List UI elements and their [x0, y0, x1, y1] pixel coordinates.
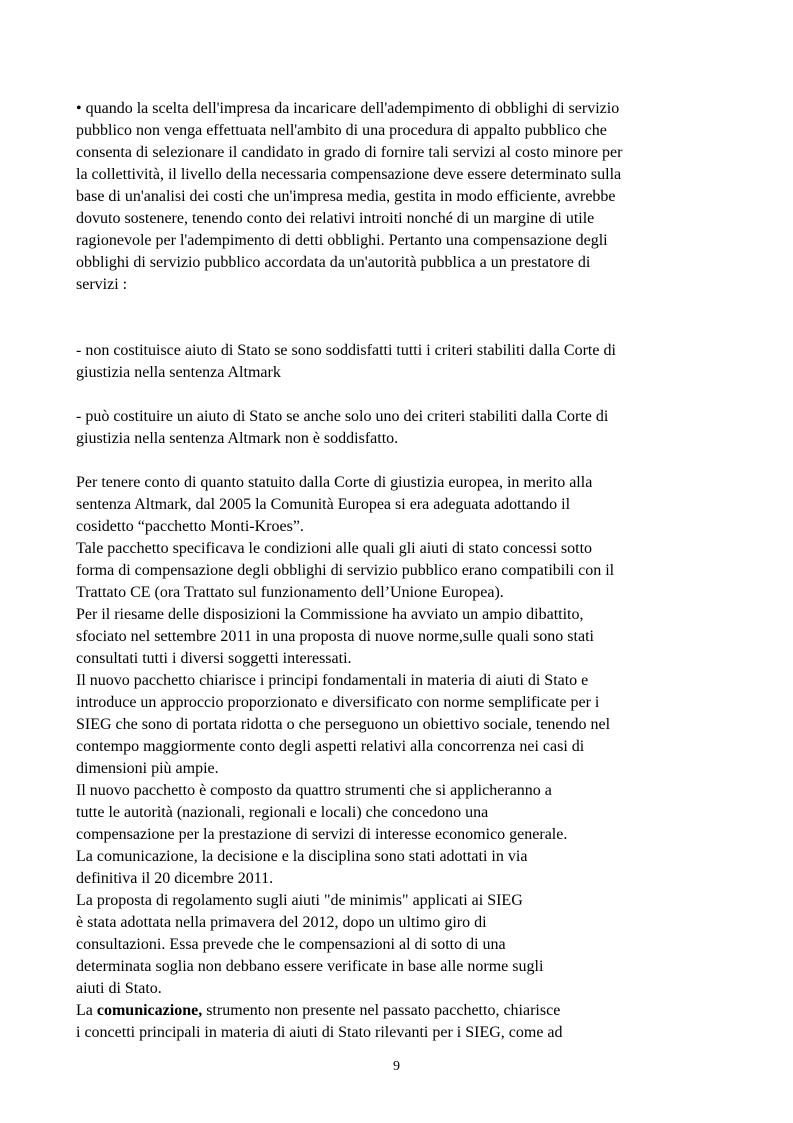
text-line: la collettività, il livello della necessaria compensazione deve essere determinato sulla	[76, 166, 622, 183]
text-line: sfociato nel settembre 2011 in una proposta di nuove norme,sulle quali sono stati	[76, 628, 594, 645]
text-line: SIEG che sono di portata ridotta o che perseguono un obiettivo sociale, tenendo nel	[76, 716, 611, 733]
text-line: i concetti principali in materia di aiuti di Stato rilevanti per i SIEG, come ad	[76, 1024, 563, 1041]
text-line: introduce un approccio proporzionato e diversificato con norme semplificate per i	[76, 694, 600, 711]
text-line: Il nuovo pacchetto chiarisce i principi fondamentali in materia di aiuti di Stato e	[76, 672, 589, 689]
text-line: base di un'analisi dei costi che un'impresa media, gestita in modo efficiente, avrebbe	[76, 188, 616, 205]
text-span: strumento non presente nel passato pacchetto, chiarisce	[202, 1002, 561, 1019]
text-line: consenta di selezionare il candidato in grado di fornire tali servizi al costo minore per	[76, 144, 623, 161]
text-line: dovuto sostenere, tenendo conto dei relativi introiti nonché di un margine di utile	[76, 210, 595, 227]
text-line: determinata soglia non debbano essere verificate in base alle norme sugli	[76, 958, 544, 975]
bold-term: comunicazione,	[96, 1002, 203, 1019]
text-line: sentenza Altmark, dal 2005 la Comunità Europea si era adeguata adottando il	[76, 496, 571, 513]
text-line: giustizia nella sentenza Altmark non è soddisfatto.	[76, 430, 399, 447]
text-line: pubblico non venga effettuata nell'ambito di una procedura di appalto pubblico che	[76, 122, 607, 139]
text-line: Trattato CE (ora Trattato sul funzionamento dell’Unione Europea).	[76, 584, 504, 601]
text-line: compensazione per la prestazione di servizi di interesse economico generale.	[76, 826, 568, 843]
text-line: contempo maggiormente conto degli aspetti relativi alla concorrenza nei casi di	[76, 738, 585, 755]
text-line: cosidetto “pacchetto Monti-Kroes”.	[76, 518, 304, 535]
text-line: Per tenere conto di quanto statuito dalla Corte di giustizia europea, in merito alla	[76, 474, 593, 491]
text-line: servizi :	[76, 276, 128, 293]
text-line: • quando la scelta dell'impresa da incaricare dell'adempimento di obblighi di servizio	[76, 100, 620, 117]
text-line: tutte le autorità (nazionali, regionali e locali) che concedono una	[76, 804, 489, 821]
text-span: La	[76, 1002, 97, 1019]
text-line: definitiva il 20 dicembre 2011.	[76, 870, 274, 887]
text-line: consultati tutti i diversi soggetti interessati.	[76, 650, 352, 667]
text-line	[76, 1000, 560, 1022]
text-line: dimensioni più ampie.	[76, 760, 219, 777]
text-line: obblighi di servizio pubblico accordata da un'autorità pubblica a un prestatore di	[76, 254, 591, 271]
text-line: Per il riesame delle disposizioni la Commissione ha avviato un ampio dibattito,	[76, 606, 584, 623]
page-number: 9	[393, 1059, 400, 1074]
text-line: ragionevole per l'adempimento di detti obblighi. Pertanto una compensazione degli	[76, 232, 608, 249]
text-line: consultazioni. Essa prevede che le compensazioni al di sotto di una	[76, 936, 506, 953]
text-line: aiuti di Stato.	[76, 980, 162, 997]
text-line: La comunicazione, la decisione e la disciplina sono stati adottati in via	[76, 848, 528, 865]
text-line: forma di compensazione degli obblighi di servizio pubblico erano compatibili con il	[76, 562, 615, 579]
text-line: Il nuovo pacchetto è composto da quattro strumenti che si applicheranno a	[76, 782, 552, 799]
text-line: giustizia nella sentenza Altmark	[76, 364, 281, 381]
text-line: - può costituire un aiuto di Stato se anche solo uno dei criteri stabiliti dalla Corte di	[76, 408, 609, 425]
text-line: La proposta di regolamento sugli aiuti "de minimis" applicati ai SIEG	[76, 892, 523, 909]
text-line: è stata adottata nella primavera del 2012, dopo un ultimo giro di	[76, 914, 487, 931]
text-line: - non costituisce aiuto di Stato se sono soddisfatti tutti i criteri stabiliti dalla Corte di	[76, 342, 616, 359]
text-line: Tale pacchetto specificava le condizioni alle quali gli aiuti di stato concessi sotto	[76, 540, 593, 557]
